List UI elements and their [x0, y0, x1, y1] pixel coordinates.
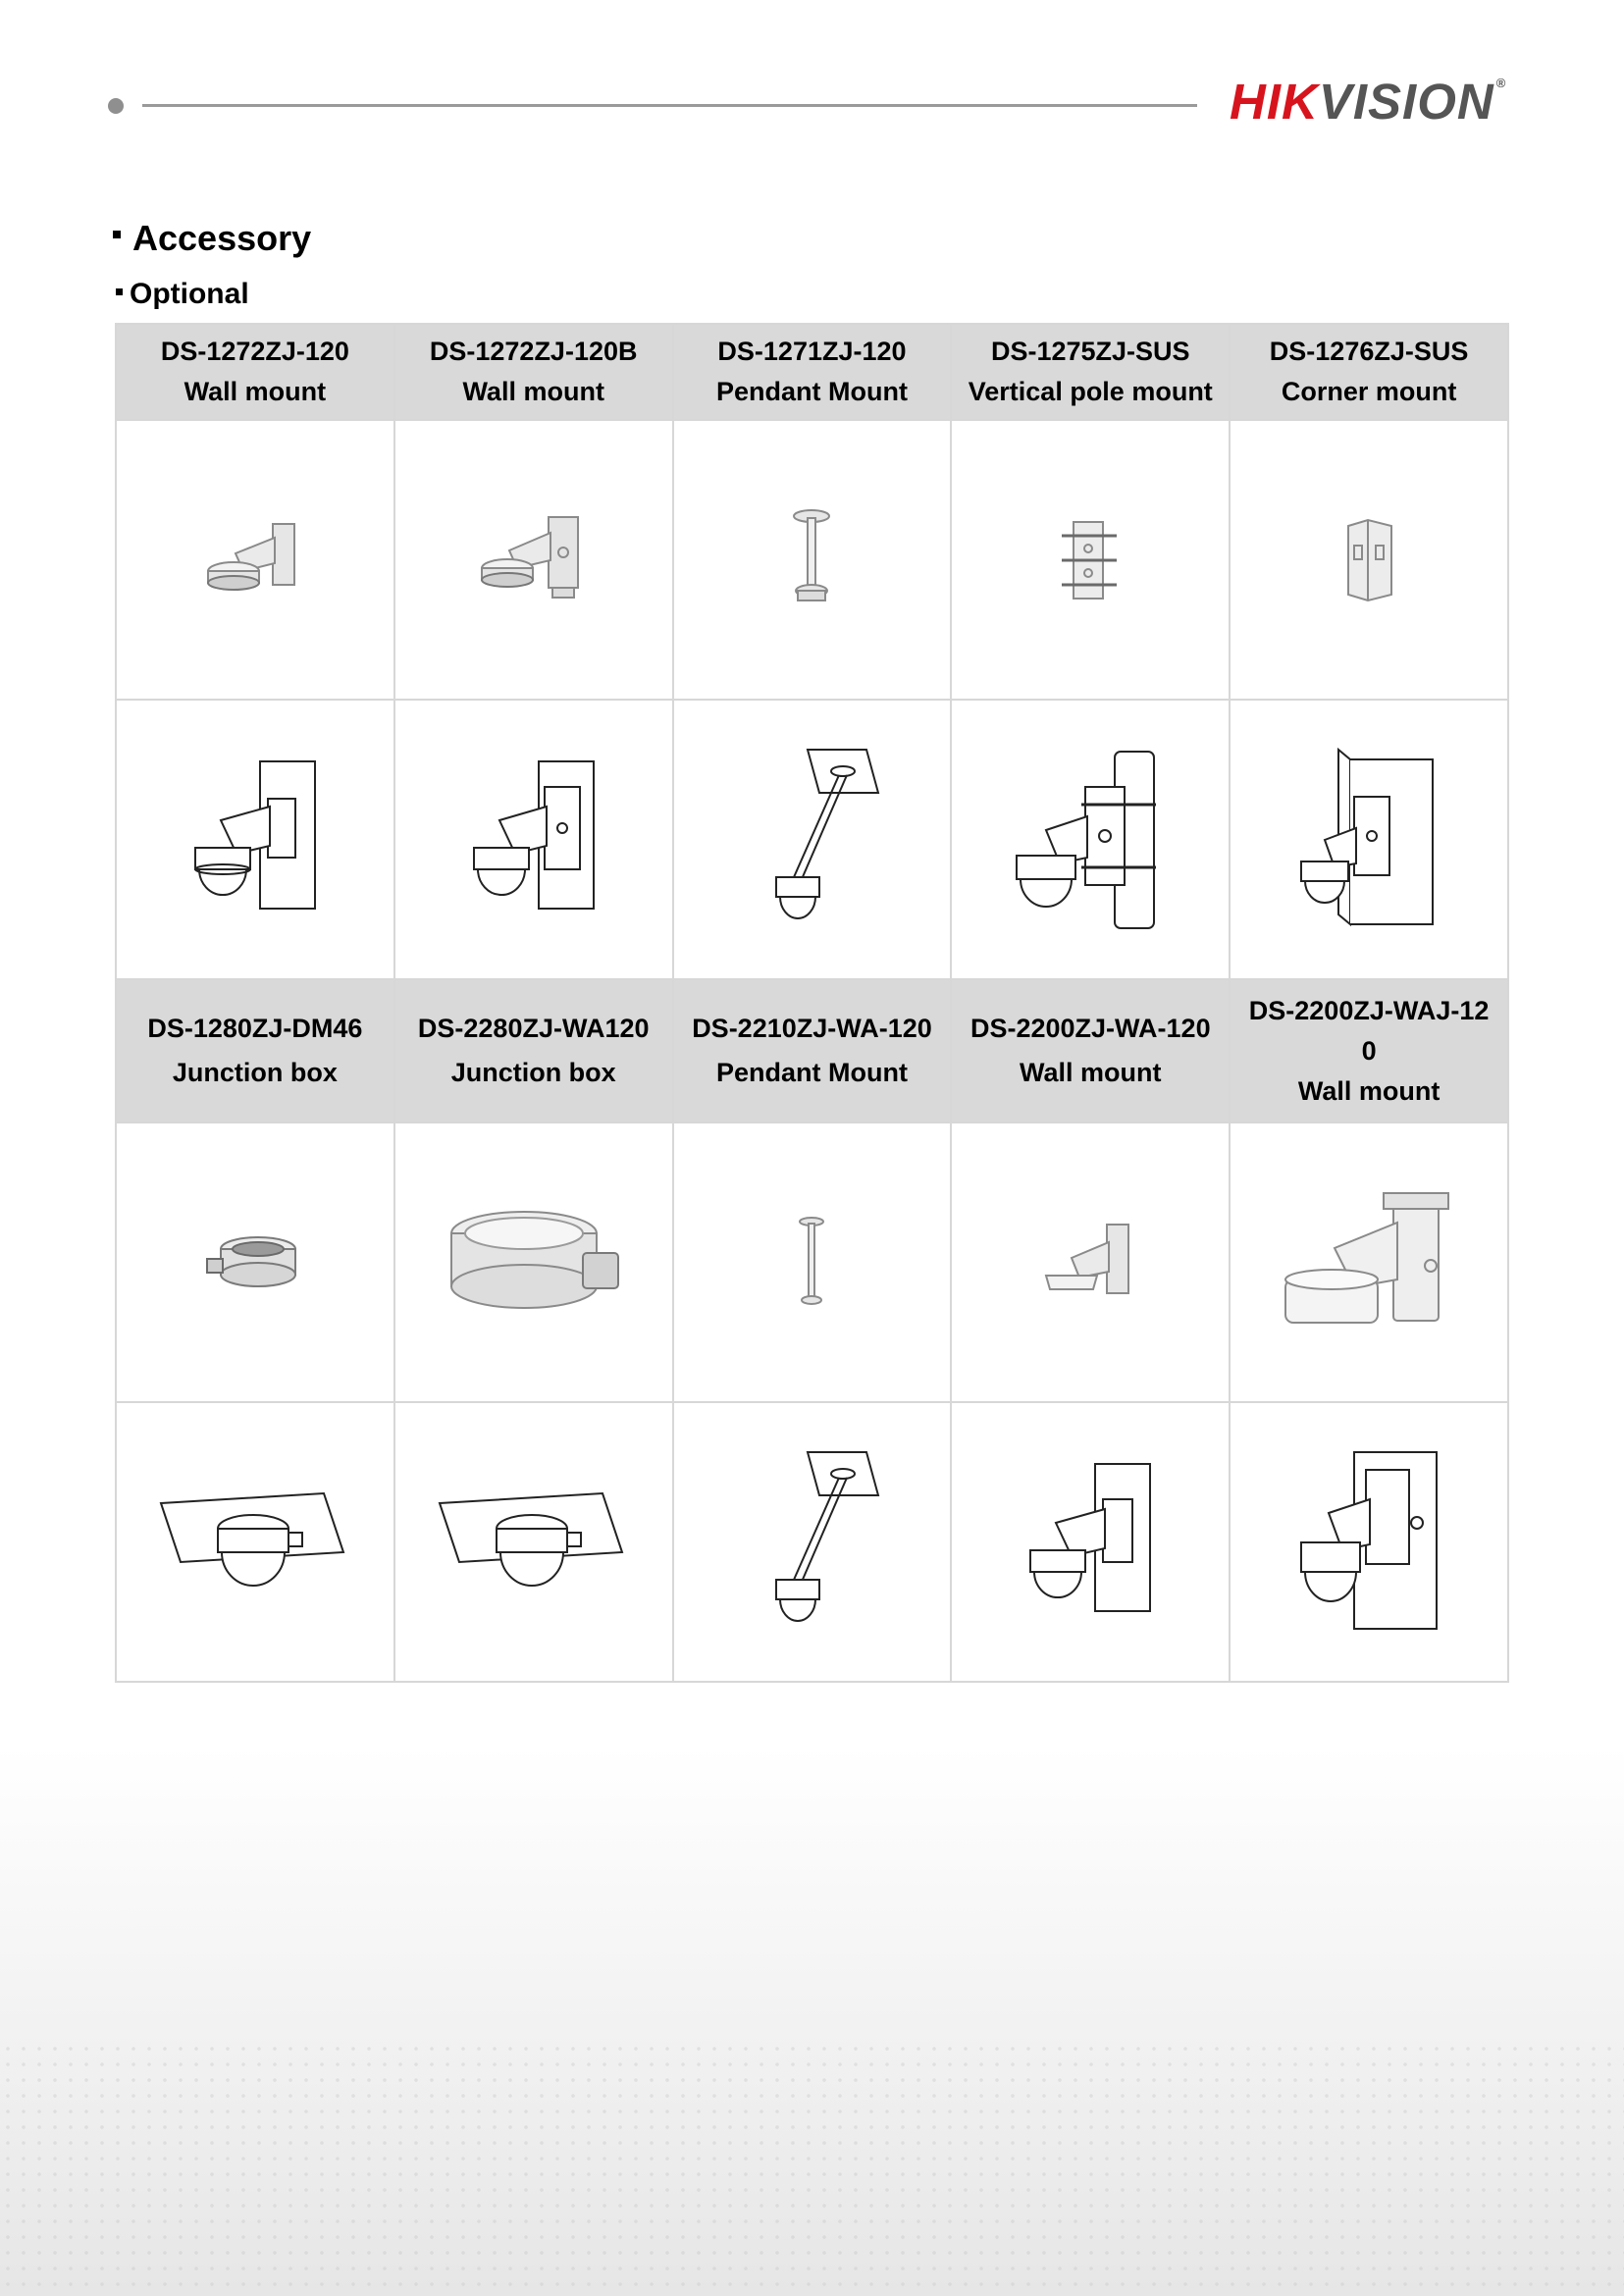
accessory-label: DS-1271ZJ-120 Pendant Mount: [673, 324, 952, 420]
junction-box-installation-drawing: [116, 1402, 394, 1682]
bullet-icon: [113, 231, 121, 238]
photo-row-1: [116, 420, 1508, 700]
accessory-table: [115, 323, 1509, 1683]
accessory-label: DS-2210ZJ-WA-120 Pendant Mount: [673, 979, 952, 1122]
wall-mount-photo: [394, 420, 673, 700]
accessory-label: DS-2280ZJ-WA120 Junction box: [394, 979, 673, 1122]
accessory-label: DS-1272ZJ-120 Wall mount: [116, 324, 394, 420]
corner-mount-photo: [1230, 420, 1508, 700]
pendant-mount-photo: [673, 420, 952, 700]
bullet-icon: [116, 288, 123, 295]
wall-mount-installation-drawing: [951, 1402, 1230, 1682]
wall-mount-installation-drawing: [1230, 1402, 1508, 1682]
wall-mount-photo: [1230, 1122, 1508, 1402]
vertical-pole-mount-photo: [951, 420, 1230, 700]
header-rule: [142, 104, 1197, 107]
section-subtitle: Optional: [116, 278, 249, 311]
accessory-label: DS-2200ZJ-WA-120 Wall mount: [951, 979, 1230, 1122]
wall-mount-photo: [116, 420, 394, 700]
accessory-label: DS-1276ZJ-SUS Corner mount: [1230, 324, 1508, 420]
section-title: Accessory: [113, 218, 311, 259]
junction-box-photo: [116, 1122, 394, 1402]
corner-mount-installation-drawing: [1230, 700, 1508, 979]
accessory-label: DS-1275ZJ-SUS Vertical pole mount: [951, 324, 1230, 420]
photo-row-2: [116, 1122, 1508, 1402]
wall-mount-installation-drawing: [116, 700, 394, 979]
drawing-row-1: [116, 700, 1508, 979]
accessory-label: DS-2200ZJ-WAJ-12 0 Wall mount: [1230, 979, 1508, 1122]
pendant-mount-installation-drawing: [673, 1402, 952, 1682]
hikvision-logo: HIKVISION ®: [1230, 74, 1507, 130]
label-row-1: [116, 324, 1508, 420]
pole-mount-installation-drawing: [951, 700, 1230, 979]
drawing-row-2: [116, 1402, 1508, 1682]
accessory-label: DS-1280ZJ-DM46 Junction box: [116, 979, 394, 1122]
header-dot: [108, 98, 124, 114]
background-dot-pattern: [0, 2041, 1624, 2296]
junction-box-photo: [394, 1122, 673, 1402]
label-row-2: [116, 979, 1508, 1122]
pendant-mount-installation-drawing: [673, 700, 952, 979]
wall-mount-installation-drawing: [394, 700, 673, 979]
accessory-label: DS-1272ZJ-120B Wall mount: [394, 324, 673, 420]
wall-mount-photo: [951, 1122, 1230, 1402]
junction-box-installation-drawing: [394, 1402, 673, 1682]
pendant-mount-photo: [673, 1122, 952, 1402]
